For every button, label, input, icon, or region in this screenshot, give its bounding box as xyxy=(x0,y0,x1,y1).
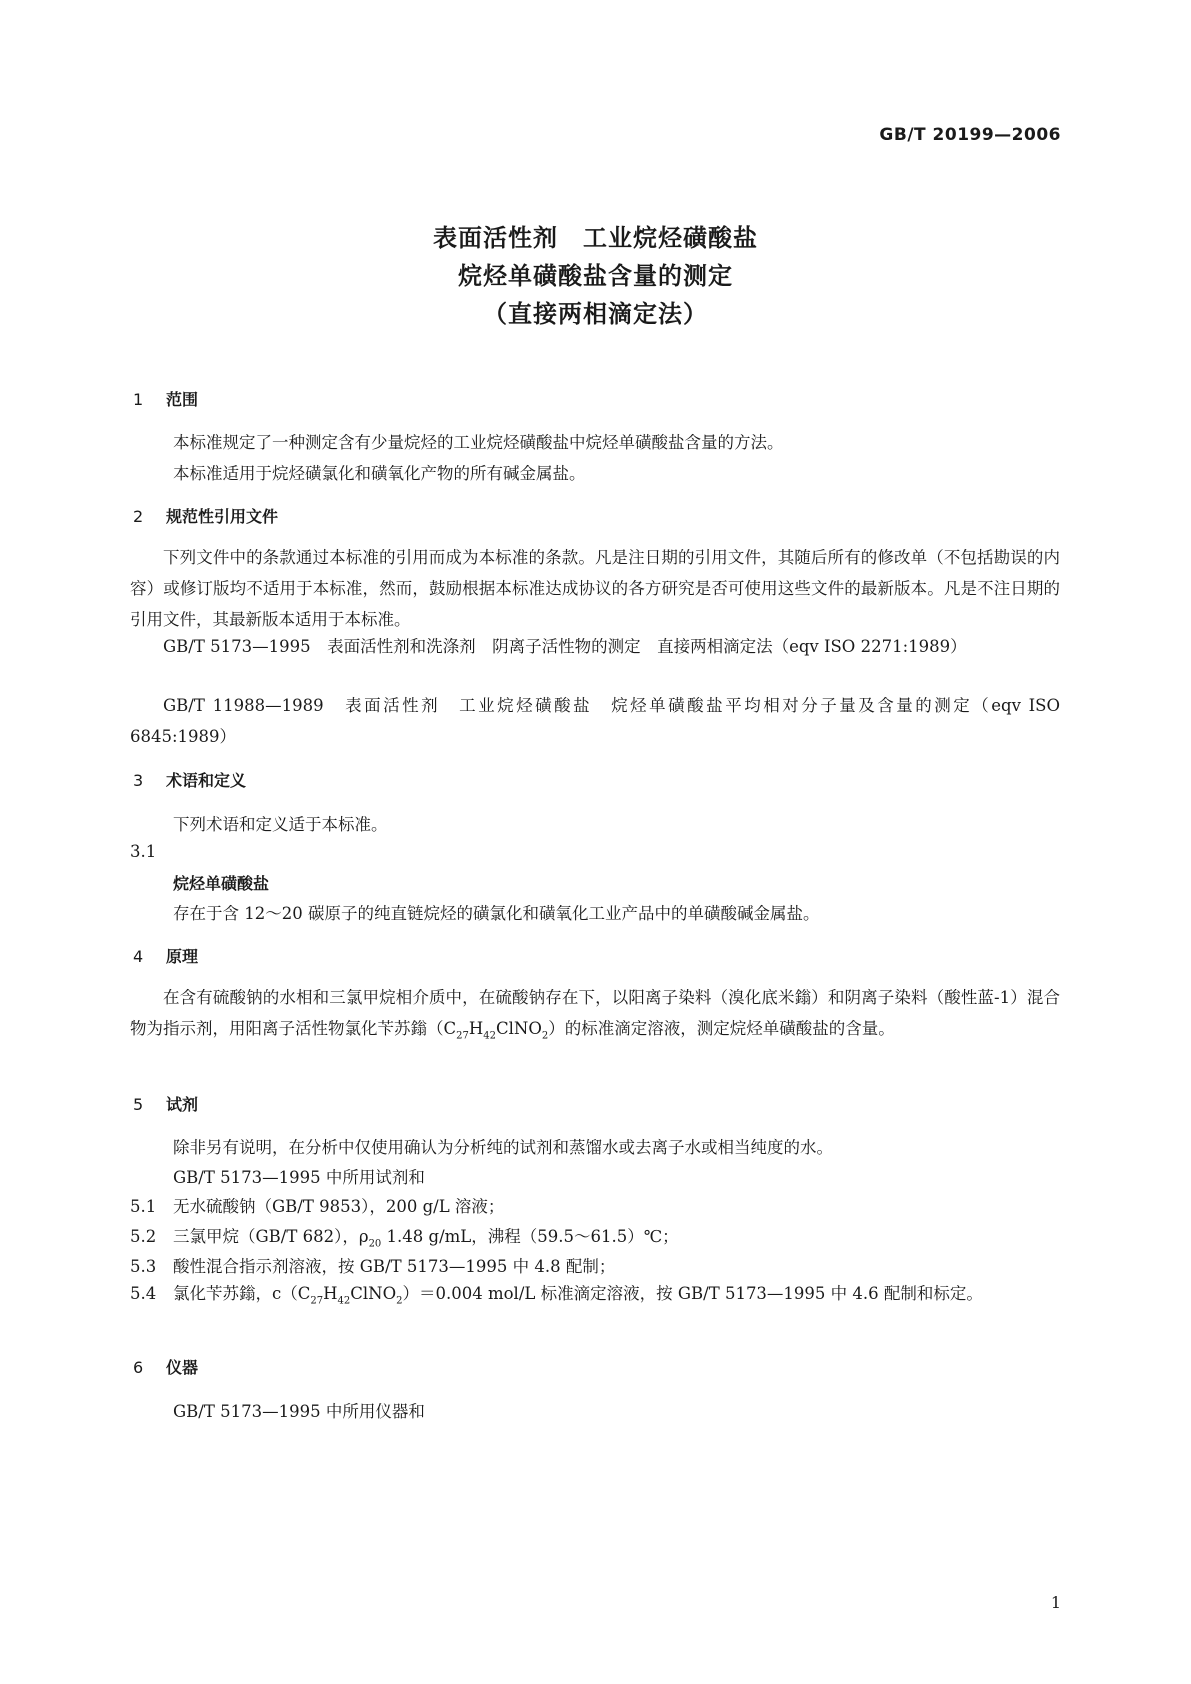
section-4-paragraph-1 xyxy=(130,982,1060,1051)
subscript: 27 xyxy=(310,1295,324,1307)
item-number: 5.4 xyxy=(130,1284,157,1303)
subscript: 27 xyxy=(456,1030,469,1042)
page-title-line3: （直接两相滴定法） xyxy=(483,300,708,328)
subscript: 20 xyxy=(368,1238,382,1250)
item-text: 1.48 g/mL，沸程（59.5～61.5）℃； xyxy=(381,1227,679,1246)
subscript: 2 xyxy=(541,1030,549,1042)
section-1-paragraph-2: 本标准适用于烷烃磺氯化和磺氧化产物的所有碱金属盐。 xyxy=(173,464,586,483)
section-number: 6 xyxy=(133,1358,144,1377)
text-run: H xyxy=(468,1019,484,1038)
section-2-paragraph-1: 下列文件中的条款通过本标准的引用而成为本标准的条款。凡是注日期的引用文件，其随后所有的修改单（不包括勘误的内容）或修订版均不适用于本标准，然而，鼓励根据本标准达成协议的各方研究是否可使用这些文件的最新版本。凡是不注日期的引用文件，其最新版本适用于本标准。 xyxy=(130,548,1060,629)
term-name: 烷烃单磺酸盐 xyxy=(173,874,270,893)
section-number: 1 xyxy=(133,390,144,409)
term-definition: 存在于含 12～20 碳原子的纯直链烷烃的磺氯化和磺氧化工业产品中的单磺酸碱金属盐。 xyxy=(173,904,820,923)
section-5-heading xyxy=(133,1092,198,1115)
section-6-heading xyxy=(133,1355,198,1378)
item-number: 5.2 xyxy=(130,1227,157,1246)
section-number: 5 xyxy=(133,1095,144,1114)
reagent-item-5-3 xyxy=(130,1253,615,1277)
item-text: 三氯甲烷（GB/T 682），ρ xyxy=(173,1227,369,1246)
section-title: 原理 xyxy=(166,947,199,966)
section-6-paragraph-1: GB/T 5173—1995 中所用仪器和 xyxy=(173,1402,425,1421)
section-title: 术语和定义 xyxy=(166,771,247,790)
section-number: 4 xyxy=(133,947,144,966)
item-text: ）＝0.004 mol/L 标准滴定溶液，按 GB/T 5173—1995 中 4.6 配制和标定。 xyxy=(402,1284,983,1303)
text-run: ClNO xyxy=(495,1019,542,1038)
section-number: 3 xyxy=(133,771,144,790)
subscript: 2 xyxy=(396,1295,403,1307)
item-text: 无水硫酸钠（GB/T 9853），200 g/L 溶液； xyxy=(173,1197,505,1216)
reference-gbt-11988: GB/T 11988—1989 表面活性剂 工业烷烃磺酸盐 烷烃单磺酸盐平均相对分子量及含量的测定（eqv ISO 6845:1989） xyxy=(130,696,1060,746)
standard-number: GB/T 20199—2006 xyxy=(879,125,1061,145)
page-number: 1 xyxy=(1050,1593,1061,1612)
section-1-paragraph-1: 本标准规定了一种测定含有少量烷烃的工业烷烃磺酸盐中烷烃单磺酸盐含量的方法。 xyxy=(173,433,784,452)
section-2-heading xyxy=(133,504,278,527)
page-title-line2: 烷烃单磺酸盐含量的测定 xyxy=(458,262,733,290)
section-title: 规范性引用文件 xyxy=(166,507,279,526)
reference-gbt-5173: GB/T 5173—1995 表面活性剂和洗涤剂 阴离子活性物的测定 直接两相滴定法（eqv ISO 2271:1989） xyxy=(163,637,967,656)
subscript: 42 xyxy=(483,1030,496,1042)
reagent-item-5-2 xyxy=(130,1223,679,1249)
item-text: 氯化苄苏鎓，c（C xyxy=(173,1284,311,1303)
section-5-paragraph-1: 除非另有说明，在分析中仅使用确认为分析纯的试剂和蒸馏水或去离子水或相当纯度的水。 xyxy=(173,1138,833,1157)
subscript: 42 xyxy=(337,1295,351,1307)
section-1-heading xyxy=(133,387,198,410)
term-number: 3.1 xyxy=(130,842,157,861)
reagent-item-5-4 xyxy=(130,1278,1060,1316)
item-text: 酸性混合指示剂溶液，按 GB/T 5173—1995 中 4.8 配制； xyxy=(173,1257,616,1276)
reagent-item-5-1 xyxy=(130,1193,504,1217)
item-number: 5.3 xyxy=(130,1257,157,1276)
section-3-paragraph-1: 下列术语和定义适于本标准。 xyxy=(173,815,388,834)
item-text: ClNO xyxy=(350,1284,397,1303)
section-5-paragraph-2: GB/T 5173—1995 中所用试剂和 xyxy=(173,1168,425,1187)
section-title: 仪器 xyxy=(166,1358,199,1377)
item-number: 5.1 xyxy=(130,1197,157,1216)
section-title: 试剂 xyxy=(166,1095,199,1114)
text-run: ）的标准滴定溶液，测定烷烃单磺酸盐的含量。 xyxy=(548,1019,895,1038)
section-number: 2 xyxy=(133,507,144,526)
text-run: 在含有硫酸钠的水相和三氯甲烷相介质中，在硫酸钠存在下，以阳离子染料（溴化底米鎓）和阴离子染料（酸性蓝-1）混合物为指示剂，用阳离子活性物氯化苄苏鎓（C xyxy=(130,988,1060,1038)
page-title-line1: 表面活性剂 工业烷烃磺酸盐 xyxy=(433,224,758,252)
section-4-heading xyxy=(133,944,198,967)
section-3-heading xyxy=(133,768,246,791)
item-text: H xyxy=(323,1284,338,1303)
section-title: 范围 xyxy=(166,390,199,409)
